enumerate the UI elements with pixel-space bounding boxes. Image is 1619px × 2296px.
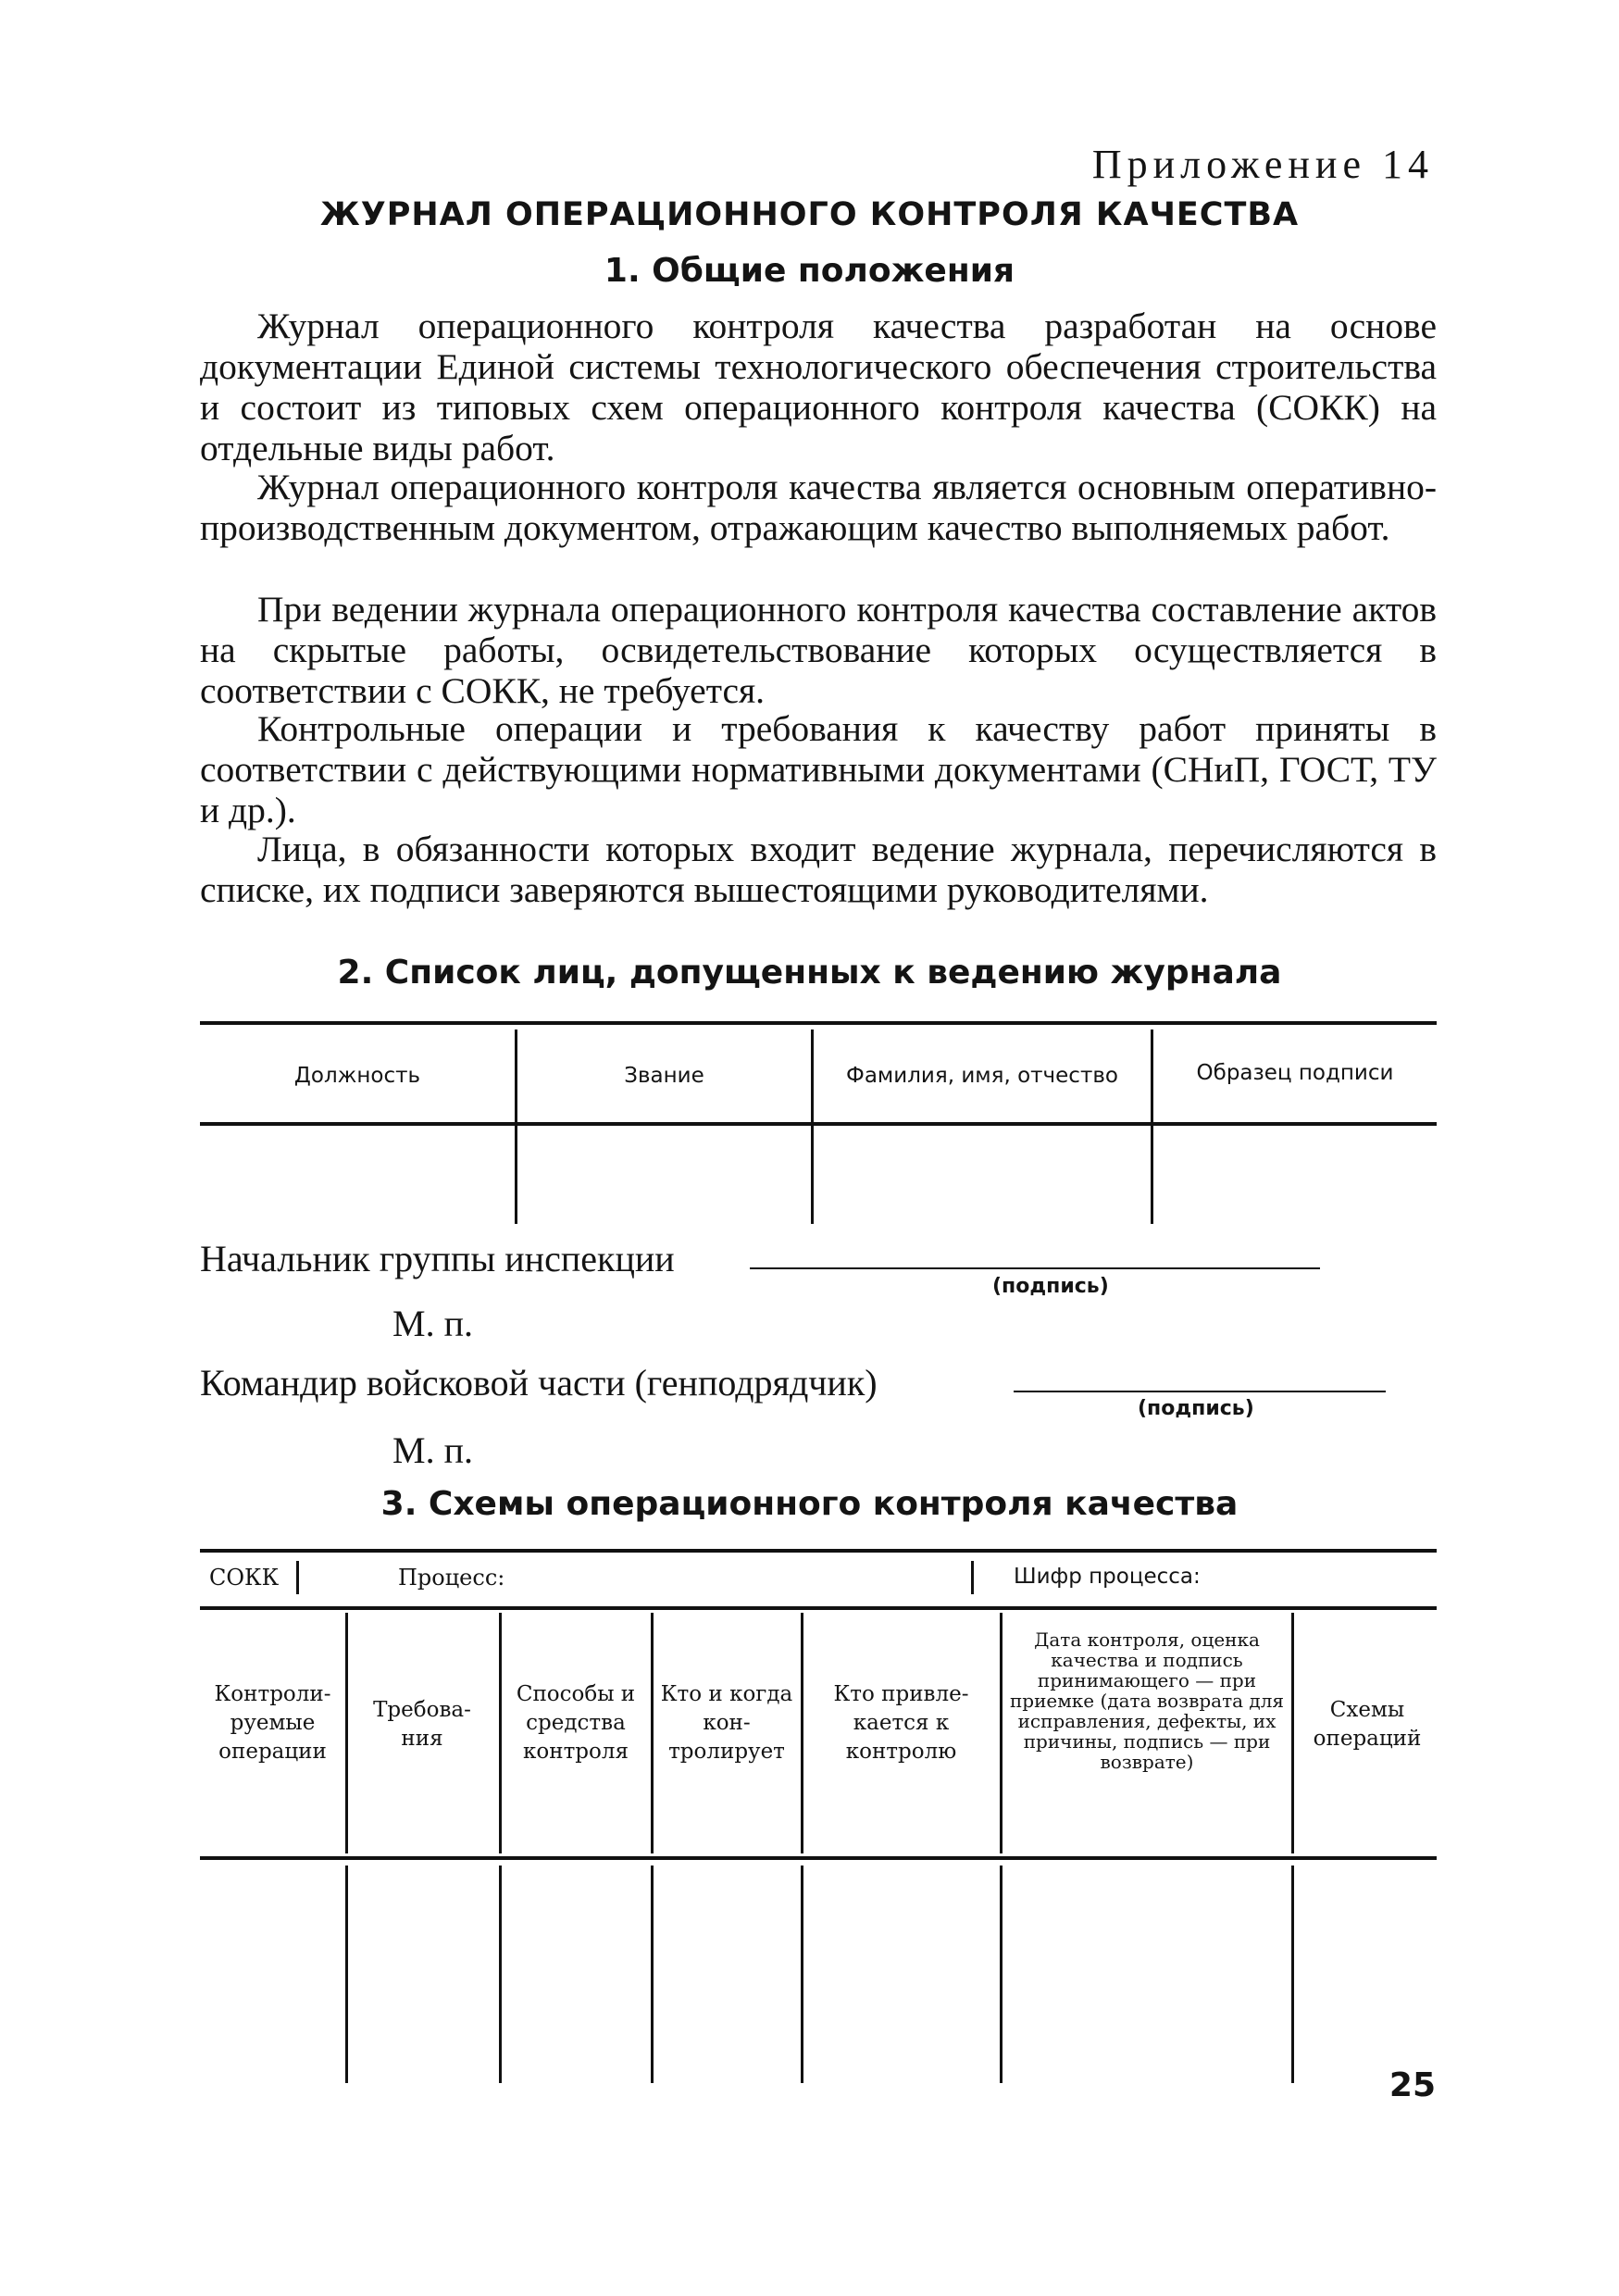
- table-rule-top: [200, 1021, 1437, 1025]
- signature-line: [1014, 1391, 1386, 1392]
- column-divider: [1000, 1866, 1003, 2083]
- column-divider: [651, 1866, 654, 2083]
- signature-line: [750, 1267, 1320, 1269]
- column-divider: [1000, 1613, 1003, 1853]
- column-header-position: Должность: [293, 1064, 421, 1088]
- section3-heading: 3. Схемы операционного контроля качества: [380, 1485, 1239, 1523]
- paragraph-4: Контрольные операции и требования к качеству работ приняты в соответствии с действующими нормативными документами (СНиП, ГОСТ, ТУ и др.).: [200, 708, 1437, 830]
- column-divider: [971, 1561, 974, 1594]
- column-divider: [515, 1029, 517, 1224]
- table-rule-header: [200, 1122, 1437, 1126]
- column-header-control-methods: Способы и средства контроля: [516, 1682, 636, 1764]
- column-divider: [811, 1029, 814, 1224]
- signature-caption: (подпись): [992, 1275, 1109, 1298]
- column-header-who-controls: Кто и когда кон-тролирует: [660, 1682, 793, 1764]
- sokk-label: СОКК: [209, 1565, 280, 1591]
- column-header-controlled-operations: Контроли-руемые операции: [214, 1682, 331, 1764]
- column-divider: [1291, 1613, 1294, 1853]
- column-header-requirements: Требова-ния: [373, 1698, 471, 1751]
- column-divider: [1291, 1866, 1294, 2083]
- process-label: Процесс:: [398, 1565, 505, 1591]
- paragraph-1: Журнал операционного контроля качества разработан на основе документации Единой системы технологического обеспечения строительства и состоит из типовых схем операционного контроля качества (СОКК) на отдельные виды работ.: [200, 306, 1437, 468]
- column-divider: [296, 1561, 299, 1594]
- column-header-signature-sample: Образец подписи: [1196, 1061, 1394, 1085]
- column-header-operation-schemes: Схемы операций: [1313, 1698, 1422, 1751]
- paragraph-2: Журнал операционного контроля качества является основным оперативно-производственным документом, отражающим качество выполняемых работ.: [200, 467, 1437, 548]
- column-divider: [345, 1866, 348, 2083]
- paragraph-5: Лица, в обязанности которых входит ведение журнала, перечисляются в списке, их подписи заверяются вышестоящими руководителями.: [200, 829, 1437, 910]
- inspection-chief-label: Начальник группы инспекции: [200, 1238, 675, 1279]
- commander-label: Командир войсковой части (генподрядчик): [200, 1362, 878, 1404]
- stamp-label: М. п.: [392, 1303, 473, 1344]
- column-divider: [1151, 1029, 1153, 1224]
- column-header-full-name: Фамилия, имя, отчество: [846, 1064, 1118, 1088]
- journal-title: ЖУРНАЛ ОПЕРАЦИОННОГО КОНТРОЛЯ КАЧЕСТВА: [319, 196, 1300, 233]
- table-rule-subheader: [200, 1606, 1437, 1610]
- column-divider: [499, 1866, 502, 2083]
- column-header-who-involved: Кто привле-кается к контролю: [833, 1682, 969, 1764]
- paragraph-3: При ведении журнала операционного контроля качества составление актов на скрытые работы, освидетельствование которых осуществляется в соответствии с СОКК, не требуется.: [200, 589, 1437, 711]
- column-header-control-date: Дата контроля, оценка качества и подпись принимающего — при приемке (дата возврата для исправления, дефекты, их причины, подпись — при возврате): [1009, 1628, 1285, 1773]
- stamp-label: М. п.: [392, 1429, 473, 1471]
- signature-caption: (подпись): [1138, 1397, 1254, 1420]
- column-header-rank: Звание: [624, 1064, 704, 1088]
- column-divider: [801, 1866, 803, 2083]
- column-divider: [499, 1613, 502, 1853]
- column-divider: [345, 1613, 348, 1853]
- table-rule-header: [200, 1856, 1437, 1860]
- column-divider: [651, 1613, 654, 1853]
- page-number: 25: [1389, 2066, 1436, 2104]
- process-cipher-label: Шифр процесса:: [1014, 1565, 1201, 1589]
- section2-heading: 2. Список лиц, допущенных к ведению журнала: [337, 954, 1282, 992]
- appendix-label: Приложение 14: [1091, 142, 1434, 187]
- column-divider: [801, 1613, 803, 1853]
- table-rule-top: [200, 1549, 1437, 1553]
- section1-heading: 1. Общие положения: [604, 252, 1015, 290]
